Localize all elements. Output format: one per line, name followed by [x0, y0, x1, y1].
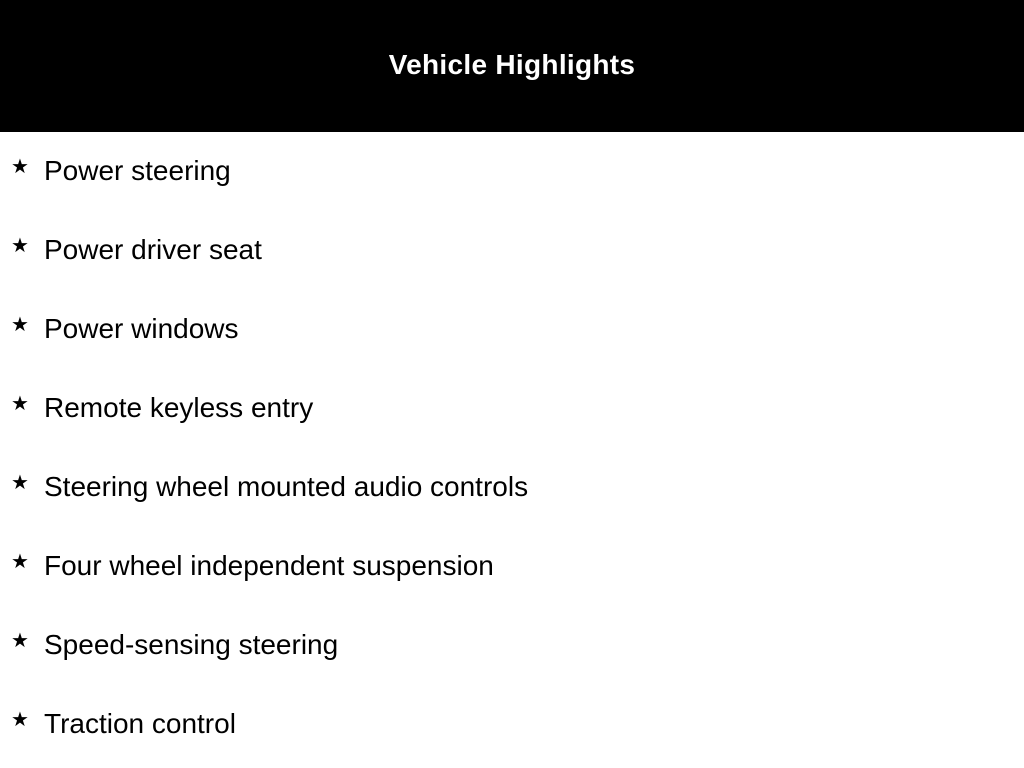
- page-title: Vehicle Highlights: [388, 49, 636, 80]
- list-item-label: Remote keyless entry: [44, 392, 314, 423]
- star-icon: ★: [11, 233, 29, 257]
- star-icon: ★: [11, 707, 29, 731]
- list-item-label: Power driver seat: [44, 234, 262, 265]
- list-item-label: Power windows: [44, 313, 239, 344]
- list-item-label: Traction control: [44, 708, 236, 739]
- list-item-label: Speed-sensing steering: [44, 629, 339, 660]
- star-icon: ★: [11, 628, 29, 652]
- star-icon: ★: [11, 312, 29, 336]
- header-bar: [0, 0, 1024, 132]
- star-icon: ★: [11, 470, 29, 494]
- star-icon: ★: [11, 549, 29, 573]
- star-icon: ★: [11, 154, 29, 178]
- star-icon: ★: [11, 391, 29, 415]
- list-item-label: Steering wheel mounted audio controls: [44, 471, 529, 502]
- list-item-label: Power steering: [44, 155, 231, 186]
- list-item-label: Four wheel independent suspension: [44, 550, 494, 581]
